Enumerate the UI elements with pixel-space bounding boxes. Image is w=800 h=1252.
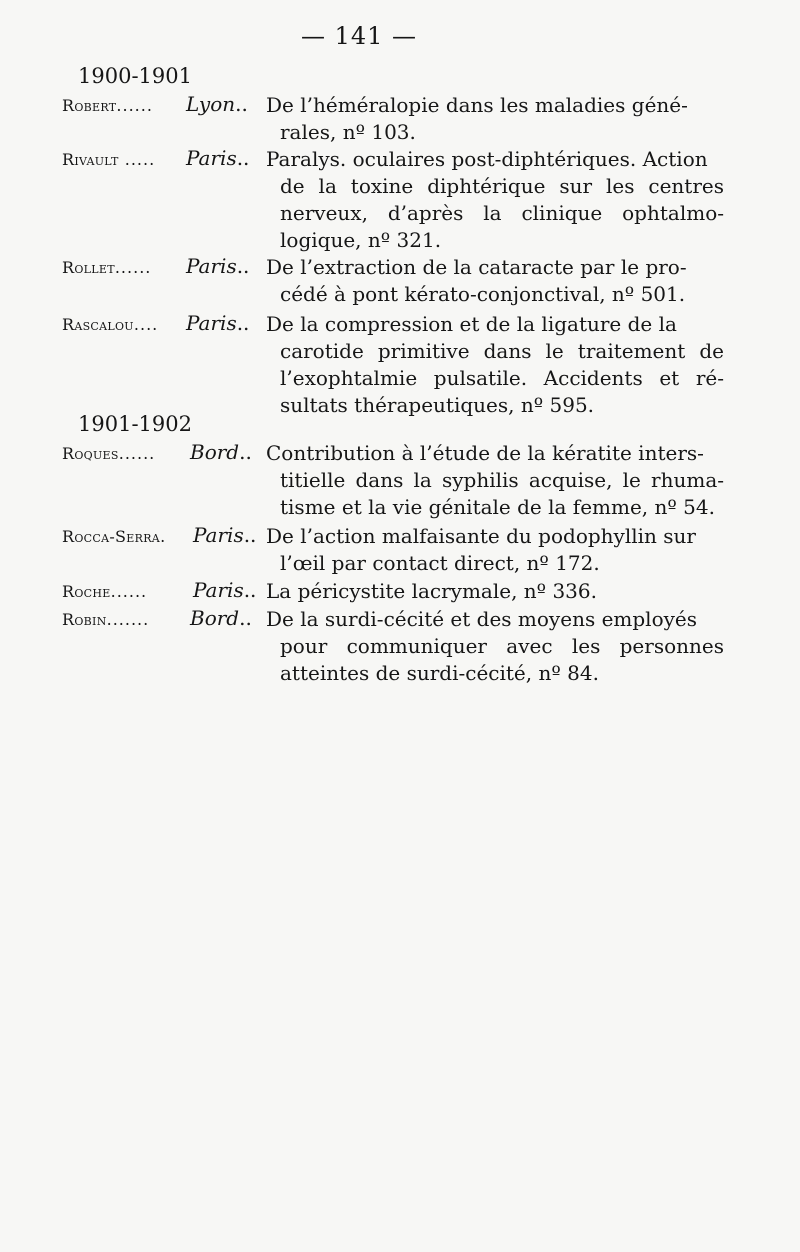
thesis-title: La péricystite lacrymale, nº 336. [266, 579, 597, 603]
thesis-title: Paralys. oculaires post-diphtériques. Action de la toxine diphtérique sur les centres nerveux, d’après la clinique ophtalmo-logique, nº 321. [266, 147, 724, 252]
thesis-title: De l’action malfaisante du podophyllin sur l’œil par contact direct, nº 172. [266, 524, 696, 575]
author-name: Roche...... [62, 582, 148, 601]
faculty-city: Lyon.. [186, 92, 248, 116]
section-year: 1901-1902 [78, 412, 192, 436]
faculty-city: Paris.. [193, 578, 257, 602]
faculty-city: Paris.. [193, 523, 257, 547]
faculty-city: Bord.. [190, 606, 252, 630]
author-name: Robin....... [62, 610, 150, 629]
thesis-title: Contribution à l’étude de la kératite inters- titielle dans la syphilis acquise, le rhuma-tisme et la vie génitale de la femme, nº 54. [266, 441, 724, 519]
faculty-city: Paris.. [186, 311, 250, 335]
thesis-title: De la surdi-cécité et des moyens employés pour communiquer avec les personnes atteintes de surdi-cécité, nº 84. [266, 607, 724, 685]
author-name: Rocca-Serra. [62, 527, 167, 546]
author-name: Rascalou.... [62, 315, 159, 334]
section-year: 1900-1901 [78, 64, 192, 88]
faculty-city: Paris.. [186, 146, 250, 170]
author-name: Robert...... [62, 96, 153, 115]
thesis-title: De l’extraction de la cataracte par le pro- cédé à pont kérato-conjonctival, nº 501. [266, 255, 687, 306]
author-name: Rollet...... [62, 258, 152, 277]
author-name: Roques...... [62, 444, 156, 463]
thesis-title: De l’héméralopie dans les maladies géné- rales, nº 103. [266, 93, 688, 144]
page-number: — 141 — [300, 22, 418, 50]
faculty-city: Bord.. [190, 440, 252, 464]
faculty-city: Paris.. [186, 254, 250, 278]
author-name: Rivault ..... [62, 150, 156, 169]
thesis-title: De la compression et de la ligature de la carotide primitive dans le traitement de l’exophtalmie pulsatile. Accidents et ré-sultats thérapeutiques, nº 595. [266, 312, 724, 417]
